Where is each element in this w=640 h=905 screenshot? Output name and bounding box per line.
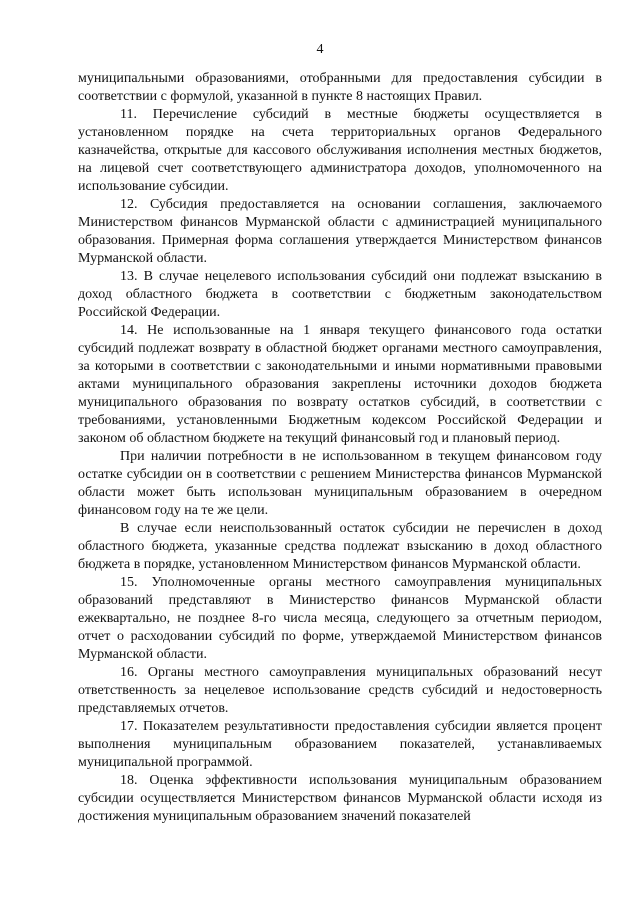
paragraph-continuation: муниципальными образованиями, отобранными для предоставления субсидии в соответствии с формулой, указанной в пункте 8 настоящих Правил. [78,71,602,104]
paragraph-14-recovery: В случае если неиспользованный остаток субсидии не перечислен в доход областного бюджета, указанные средства подлежат взысканию в доход областного бюджета в порядке, установленном Министерством финансов Мурманской области. [78,521,602,572]
paragraph-14: 14. Не использованные на 1 января текущего финансового года остатки субсидий подлежат возврату в областной бюджет органами местного самоуправления, за которыми в соответствии с законодательными и иными нормативными правовыми актами муниципального образования закреплены источники доходов бюджета муниципального образования по возврату остатков субсидий, в соответствии с требованиями, установленными Бюджетным кодексом Российской Федерации и законом об областном бюджете на текущий финансовый год и плановый период. [78,323,602,446]
document-body [78,70,602,826]
paragraph-15: 15. Уполномоченные органы местного самоуправления муниципальных образований представляют в Министерство финансов Мурманской области ежеквартально, не позднее 8-го числа месяца, следующего за отчетным периодом, отчет о расходовании субсидий по форме, утверждаемой Министерством финансов Мурманской области. [78,575,602,662]
page-number: 4 [316,42,324,57]
paragraph-11: 11. Перечисление субсидий в местные бюджеты осуществляется в установленном порядке на счета территориальных органов Федерального казначейства, открытые для кассового обслуживания исполнения местных бюджетов, на лицевой счет соответствующего администратора доходов, уполномоченного на использование субсидии. [78,107,602,194]
paragraph-18: 18. Оценка эффективности использования муниципальным образованием субсидии осуществляется Министерством финансов Мурманской области исходя из достижения муниципальным образованием значений показателей [78,773,602,824]
paragraph-13: 13. В случае нецелевого использования субсидий они подлежат взысканию в доход областного бюджета в соответствии с бюджетным законодательством Российской Федерации. [78,269,602,320]
paragraph-12: 12. Субсидия предоставляется на основании соглашения, заключаемого Министерством финансов Мурманской области с администрацией муниципального образования. Примерная форма соглашения утверждается Министерством финансов Мурманской области. [78,197,602,266]
paragraph-16: 16. Органы местного самоуправления муниципальных образований несут ответственность за нецелевое использование средств субсидий и недостоверность представляемых отчетов. [78,665,602,716]
paragraph-14-unused-balance: При наличии потребности в не использованном в текущем финансовом году остатке субсидии он в соответствии с решением Министерства финансов Мурманской области может быть использован муниципальным образованием в очередном финансовом году на те же цели. [78,449,602,518]
paragraph-17: 17. Показателем результативности предоставления субсидии является процент выполнения муниципальным образованием показателей, устанавливаемых муниципальной программой. [78,719,602,770]
